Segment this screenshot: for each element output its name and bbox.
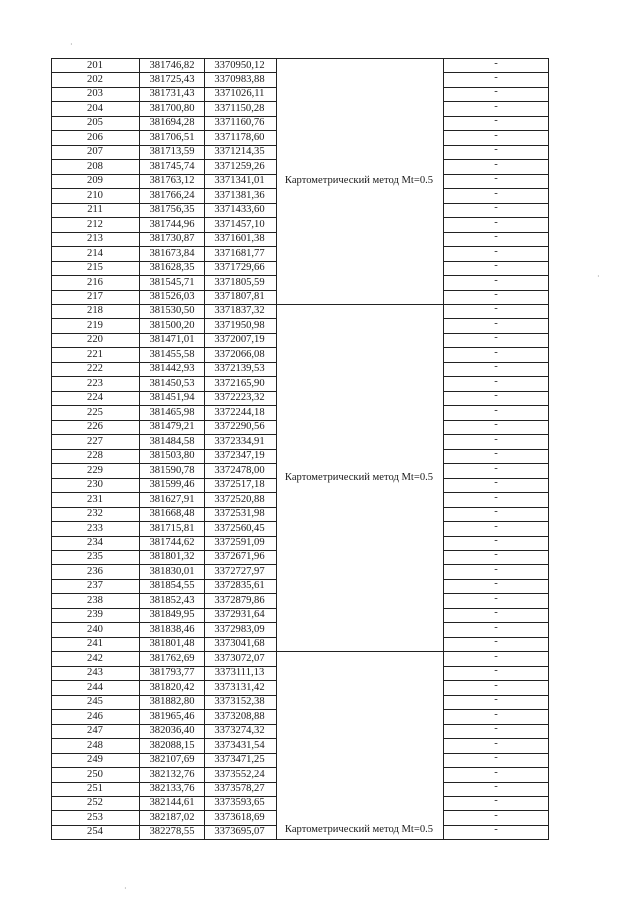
method-label: Картометрический метод Mt=0.5 xyxy=(284,471,434,483)
empty-mark: - xyxy=(494,100,498,112)
empty-mark: - xyxy=(494,665,498,677)
empty-mark: - xyxy=(494,723,498,735)
y-coordinate: 3372007,19 xyxy=(214,334,265,346)
x-coordinate: 381465,98 xyxy=(149,406,195,418)
y-coordinate: 3370950,12 xyxy=(214,59,265,71)
point-number: 203 xyxy=(87,88,103,100)
y-coordinate: 3372244,18 xyxy=(214,406,265,418)
x-coordinate: 381801,32 xyxy=(149,551,195,563)
point-number: 222 xyxy=(87,363,103,375)
y-coordinate: 3371601,38 xyxy=(214,233,265,245)
y-coordinate: 3371150,28 xyxy=(214,102,265,114)
empty-mark: - xyxy=(494,115,498,127)
empty-mark: - xyxy=(494,506,498,518)
empty-mark: - xyxy=(494,694,498,706)
y-coordinate: 3372347,19 xyxy=(214,450,265,462)
y-coordinate: 3373552,24 xyxy=(214,768,265,780)
point-number: 209 xyxy=(87,175,103,187)
y-coordinate: 3372290,56 xyxy=(214,421,265,433)
point-number: 252 xyxy=(87,797,103,809)
y-coordinate: 3372223,32 xyxy=(214,392,265,404)
y-coordinate: 3372478,00 xyxy=(214,464,265,476)
empty-mark: - xyxy=(494,679,498,691)
empty-mark: - xyxy=(494,477,498,489)
point-number: 221 xyxy=(87,348,103,360)
empty-mark: - xyxy=(494,187,498,199)
x-coordinate: 381766,24 xyxy=(149,189,195,201)
x-coordinate: 381713,59 xyxy=(149,146,195,158)
x-coordinate: 381854,55 xyxy=(149,580,195,592)
x-coordinate: 382088,15 xyxy=(149,739,195,751)
empty-mark: - xyxy=(494,129,498,141)
x-coordinate: 382036,40 xyxy=(149,725,195,737)
x-coordinate: 381746,82 xyxy=(149,59,195,71)
point-number: 204 xyxy=(87,102,103,114)
y-coordinate: 3372517,18 xyxy=(214,479,265,491)
point-number: 242 xyxy=(87,652,103,664)
empty-mark: - xyxy=(494,86,498,98)
y-coordinate: 3372520,88 xyxy=(214,493,265,505)
point-number: 205 xyxy=(87,117,103,129)
x-coordinate: 381715,81 xyxy=(149,522,195,534)
x-coordinate: 381730,87 xyxy=(149,233,195,245)
x-coordinate: 381745,74 xyxy=(149,160,195,172)
point-number: 228 xyxy=(87,450,103,462)
empty-mark: - xyxy=(494,549,498,561)
empty-mark: - xyxy=(494,535,498,546)
row-rule xyxy=(443,839,549,840)
x-coordinate: 381503,80 xyxy=(149,450,195,462)
point-number: 240 xyxy=(87,623,103,635)
point-number: 213 xyxy=(87,233,103,245)
point-number: 230 xyxy=(87,479,103,491)
empty-mark: - xyxy=(494,245,498,257)
y-coordinate: 3373131,42 xyxy=(214,681,265,693)
point-number: 223 xyxy=(87,377,103,389)
point-number: 251 xyxy=(87,783,103,794)
y-coordinate: 3372066,08 xyxy=(214,348,265,360)
point-number: 220 xyxy=(87,334,103,346)
y-coordinate: 3372879,86 xyxy=(214,594,265,606)
point-number: 253 xyxy=(87,811,103,823)
x-coordinate: 381882,80 xyxy=(149,696,195,708)
point-number: 227 xyxy=(87,435,103,447)
empty-mark: - xyxy=(494,433,498,445)
y-coordinate: 3372531,98 xyxy=(214,508,265,520)
empty-mark: - xyxy=(494,578,498,590)
empty-mark: - xyxy=(494,274,498,286)
x-coordinate: 381590,78 xyxy=(149,464,195,476)
x-coordinate: 381793,77 xyxy=(149,667,195,679)
y-coordinate: 3372165,90 xyxy=(214,377,265,389)
empty-mark: - xyxy=(494,708,498,720)
empty-mark: - xyxy=(494,332,498,344)
x-coordinate: 382278,55 xyxy=(149,826,195,838)
point-number: 206 xyxy=(87,131,103,143)
x-coordinate: 381820,42 xyxy=(149,681,195,693)
point-number: 254 xyxy=(87,826,103,838)
empty-mark: - xyxy=(494,462,498,474)
empty-mark: - xyxy=(494,795,498,807)
y-coordinate: 3373695,07 xyxy=(214,826,265,838)
point-number: 202 xyxy=(87,73,103,85)
empty-mark: - xyxy=(494,71,498,83)
x-coordinate: 381526,03 xyxy=(149,291,195,303)
x-coordinate: 382144,61 xyxy=(149,797,195,809)
point-number: 229 xyxy=(87,464,103,476)
y-coordinate: 3372727,97 xyxy=(214,565,265,577)
point-number: 215 xyxy=(87,262,103,274)
y-coordinate: 3372835,61 xyxy=(214,580,265,592)
x-coordinate: 381545,71 xyxy=(149,276,195,288)
x-coordinate: 381599,46 xyxy=(149,479,195,491)
x-coordinate: 381451,94 xyxy=(149,392,195,404)
x-coordinate: 381484,58 xyxy=(149,435,195,447)
scan-speck: · xyxy=(70,40,73,49)
empty-mark: - xyxy=(494,361,498,373)
scan-speck: · xyxy=(597,272,600,281)
x-coordinate: 381450,53 xyxy=(149,377,195,389)
x-coordinate: 381668,48 xyxy=(149,508,195,520)
y-coordinate: 3372931,64 xyxy=(214,609,265,621)
y-coordinate: 3372560,45 xyxy=(214,522,265,534)
point-number: 241 xyxy=(87,638,103,650)
y-coordinate: 3373578,27 xyxy=(214,783,265,794)
point-number: 238 xyxy=(87,594,103,606)
y-coordinate: 3372591,09 xyxy=(214,537,265,548)
point-number: 249 xyxy=(87,754,103,766)
x-coordinate: 381838,46 xyxy=(149,623,195,635)
y-coordinate: 3373111,13 xyxy=(214,667,265,679)
point-number: 234 xyxy=(87,537,103,548)
point-number: 250 xyxy=(87,768,103,780)
point-number: 208 xyxy=(87,160,103,172)
point-number: 207 xyxy=(87,146,103,158)
method-group-rule xyxy=(276,651,443,652)
y-coordinate: 3371214,35 xyxy=(214,146,265,158)
y-coordinate: 3373041,68 xyxy=(214,638,265,650)
column-rule xyxy=(548,58,549,840)
x-coordinate: 381627,91 xyxy=(149,493,195,505)
x-coordinate: 381801,48 xyxy=(149,638,195,650)
point-number: 225 xyxy=(87,406,103,418)
point-number: 237 xyxy=(87,580,103,592)
point-number: 226 xyxy=(87,421,103,433)
x-coordinate: 381965,46 xyxy=(149,710,195,722)
x-coordinate: 381763,12 xyxy=(149,175,195,187)
x-coordinate: 381744,62 xyxy=(149,537,195,548)
x-coordinate: 381500,20 xyxy=(149,319,195,331)
y-coordinate: 3373274,32 xyxy=(214,725,265,737)
empty-mark: - xyxy=(494,289,498,301)
empty-mark: - xyxy=(494,390,498,402)
empty-mark: - xyxy=(494,346,498,358)
point-number: 235 xyxy=(87,551,103,563)
point-number: 224 xyxy=(87,392,103,404)
empty-mark: - xyxy=(494,563,498,575)
empty-mark: - xyxy=(494,621,498,633)
x-coordinate: 381628,35 xyxy=(149,262,195,274)
table-bottom-rule xyxy=(276,839,443,840)
y-coordinate: 3372983,09 xyxy=(214,623,265,635)
x-coordinate: 382133,76 xyxy=(149,783,195,794)
y-coordinate: 3371729,66 xyxy=(214,262,265,274)
y-coordinate: 3373208,88 xyxy=(214,710,265,722)
point-number: 232 xyxy=(87,508,103,520)
x-coordinate: 381530,50 xyxy=(149,305,195,317)
x-coordinate: 381706,51 xyxy=(149,131,195,143)
table-top-rule xyxy=(276,58,443,59)
empty-mark: - xyxy=(494,158,498,170)
point-number: 201 xyxy=(87,59,103,71)
x-coordinate: 382187,02 xyxy=(149,811,195,823)
empty-mark: - xyxy=(494,491,498,503)
empty-mark: - xyxy=(494,404,498,416)
y-coordinate: 3371457,10 xyxy=(214,218,265,230)
point-number: 210 xyxy=(87,189,103,201)
y-coordinate: 3373072,07 xyxy=(214,652,265,664)
point-number: 247 xyxy=(87,725,103,737)
point-number: 245 xyxy=(87,696,103,708)
empty-mark: - xyxy=(494,216,498,228)
scan-speck: · xyxy=(124,884,127,893)
point-number: 244 xyxy=(87,681,103,693)
empty-mark: - xyxy=(494,303,498,315)
x-coordinate: 381852,43 xyxy=(149,594,195,606)
y-coordinate: 3371178,60 xyxy=(214,131,265,143)
x-coordinate: 381725,43 xyxy=(149,73,195,85)
empty-mark: - xyxy=(494,636,498,648)
x-coordinate: 382107,69 xyxy=(149,754,195,766)
empty-mark: - xyxy=(494,173,498,185)
x-coordinate: 381762,69 xyxy=(149,652,195,664)
empty-mark: - xyxy=(494,144,498,156)
y-coordinate: 3371341,01 xyxy=(214,175,265,187)
point-number: 218 xyxy=(87,305,103,317)
empty-mark: - xyxy=(494,419,498,431)
empty-mark: - xyxy=(494,317,498,329)
x-coordinate: 381731,43 xyxy=(149,88,195,100)
empty-mark: - xyxy=(494,766,498,778)
point-number: 243 xyxy=(87,667,103,679)
empty-mark: - xyxy=(494,448,498,460)
x-coordinate: 381756,35 xyxy=(149,204,195,216)
x-coordinate: 381830,01 xyxy=(149,565,195,577)
empty-mark: - xyxy=(494,202,498,214)
empty-mark: - xyxy=(494,231,498,243)
point-number: 236 xyxy=(87,565,103,577)
y-coordinate: 3371681,77 xyxy=(214,247,265,259)
y-coordinate: 3371807,81 xyxy=(214,291,265,303)
y-coordinate: 3372334,91 xyxy=(214,435,265,447)
point-number: 233 xyxy=(87,522,103,534)
y-coordinate: 3371381,36 xyxy=(214,189,265,201)
x-coordinate: 381744,96 xyxy=(149,218,195,230)
x-coordinate: 381471,01 xyxy=(149,334,195,346)
y-coordinate: 3371433,60 xyxy=(214,204,265,216)
x-coordinate: 381700,80 xyxy=(149,102,195,114)
point-number: 246 xyxy=(87,710,103,722)
point-number: 216 xyxy=(87,276,103,288)
x-coordinate: 382132,76 xyxy=(149,768,195,780)
empty-mark: - xyxy=(494,607,498,619)
x-coordinate: 381479,21 xyxy=(149,421,195,433)
y-coordinate: 3373431,54 xyxy=(214,739,265,751)
empty-mark: - xyxy=(494,781,498,792)
y-coordinate: 3371160,76 xyxy=(214,117,265,129)
y-coordinate: 3371026,11 xyxy=(214,88,265,100)
empty-mark: - xyxy=(494,57,498,69)
x-coordinate: 381673,84 xyxy=(149,247,195,259)
y-coordinate: 3373152,38 xyxy=(214,696,265,708)
point-number: 248 xyxy=(87,739,103,751)
x-coordinate: 381849,95 xyxy=(149,609,195,621)
y-coordinate: 3371837,32 xyxy=(214,305,265,317)
x-coordinate: 381694,28 xyxy=(149,117,195,129)
y-coordinate: 3372139,53 xyxy=(214,363,265,375)
y-coordinate: 3371259,26 xyxy=(214,160,265,172)
empty-mark: - xyxy=(494,809,498,821)
y-coordinate: 3373471,25 xyxy=(214,754,265,766)
point-number: 219 xyxy=(87,319,103,331)
empty-mark: - xyxy=(494,752,498,764)
point-number: 214 xyxy=(87,247,103,259)
y-coordinate: 3372671,96 xyxy=(214,551,265,563)
y-coordinate: 3373593,65 xyxy=(214,797,265,809)
y-coordinate: 3373618,69 xyxy=(214,811,265,823)
point-number: 212 xyxy=(87,218,103,230)
empty-mark: - xyxy=(494,737,498,749)
x-coordinate: 381442,93 xyxy=(149,363,195,375)
y-coordinate: 3370983,88 xyxy=(214,73,265,85)
empty-mark: - xyxy=(494,592,498,604)
y-coordinate: 3371805,59 xyxy=(214,276,265,288)
point-number: 217 xyxy=(87,291,103,303)
point-number: 239 xyxy=(87,609,103,621)
point-number: 211 xyxy=(87,204,103,216)
empty-mark: - xyxy=(494,375,498,387)
y-coordinate: 3371950,98 xyxy=(214,319,265,331)
x-coordinate: 381455,58 xyxy=(149,348,195,360)
method-label: Картометрический метод Mt=0.5 xyxy=(284,174,434,186)
empty-mark: - xyxy=(494,824,498,836)
empty-mark: - xyxy=(494,260,498,272)
method-label: Картометрический метод Mt=0.5 xyxy=(284,823,434,835)
empty-mark: - xyxy=(494,650,498,662)
method-group-rule xyxy=(276,304,443,305)
empty-mark: - xyxy=(494,520,498,532)
point-number: 231 xyxy=(87,493,103,505)
